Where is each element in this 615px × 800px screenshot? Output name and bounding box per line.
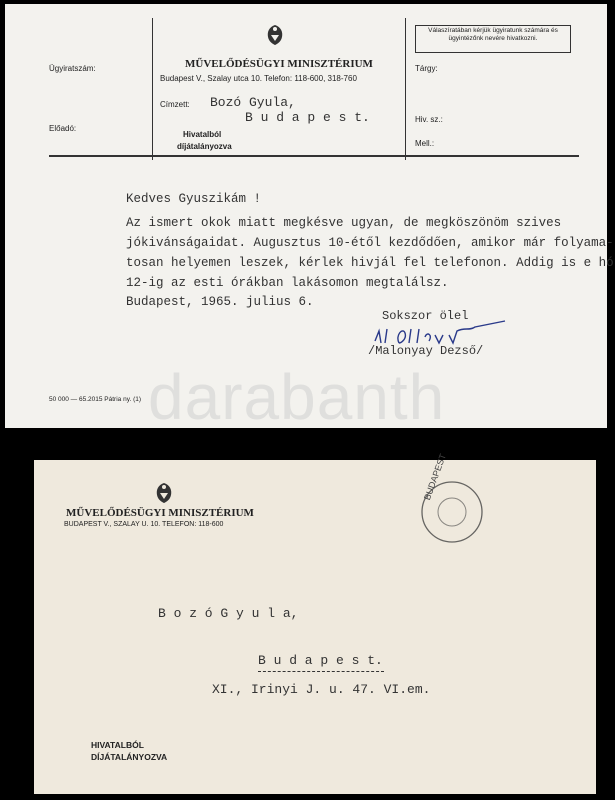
- envelope-ministry-address: BUDAPEST V., SZALAY U. 10. TELEFON: 118-600: [64, 521, 224, 528]
- coat-of-arms-icon: [154, 482, 174, 504]
- envelope: [34, 452, 596, 794]
- header-divider-right: [405, 18, 406, 160]
- label-hiv-sz: Hiv. sz.:: [415, 115, 443, 124]
- envelope-recipient-street: XI., Irinyi J. u. 47. VI.em.: [212, 682, 431, 697]
- letter-salutation: Kedves Gyuszikám !: [126, 192, 262, 206]
- letter-ministry-address: Budapest V., Szalay utca 10. Telefon: 118-600, 318-760: [160, 74, 357, 83]
- letter-body-line: 12-ig az esti órákban lakásomon megtalálsz.: [126, 276, 449, 290]
- postmark-stamp: [412, 472, 492, 552]
- envelope-dijatalanyozva: DÍJÁTALÁNYOZVA: [91, 752, 168, 762]
- header-bottom-rule: [49, 155, 579, 157]
- letter-print-code: 50 000 — 65.2015 Pátria ny. (1): [49, 396, 142, 403]
- reference-notice-box: [415, 25, 571, 53]
- postmark-text: BUDAPEST: [422, 452, 448, 502]
- letter-date: Budapest, 1965. julius 6.: [126, 295, 314, 309]
- watermark: darabanth: [148, 361, 446, 433]
- label-cimzett: Címzett:: [160, 100, 190, 109]
- letter-recipient-name: Bozó Gyula,: [210, 95, 296, 110]
- letter-body: [126, 213, 614, 293]
- letter-ministry-title: MŰVELŐDÉSÜGYI MINISZTÉRIUM: [185, 58, 373, 70]
- envelope-recipient-name: B o z ó G y u l a,: [158, 606, 299, 621]
- label-targy: Tárgy:: [415, 64, 438, 73]
- city-underline: [258, 671, 384, 672]
- letter-body-line: tosan helyemen leszek, kérlek hivjál fel telefonon. Addig is e hó: [126, 256, 614, 270]
- label-eloado: Előadó:: [49, 124, 77, 133]
- letter-dijatalanyozva: díjátalányozva: [177, 142, 232, 151]
- label-ugyiratszam: Ügyiratszám:: [49, 64, 96, 73]
- coat-of-arms-icon: [265, 24, 285, 46]
- envelope-ministry-title: MŰVELŐDÉSÜGYI MINISZTÉRIUM: [66, 507, 254, 519]
- label-mell: Mell.:: [415, 139, 435, 148]
- letter-sender: /Malonyay Dezső/: [368, 344, 484, 358]
- letter-body-line: Az ismert okok miatt megkésve ugyan, de megköszönöm szives: [126, 216, 562, 230]
- letter-body-line: jókivánságaidat. Augusztus 10-étől kezdődően, amikor már folyama-: [126, 236, 614, 250]
- reference-notice-text: Válaszíratában kérjük ügyiratunk számára és ügyintézőnk nevére hivatkozni.: [428, 27, 558, 42]
- letter-recipient-city: B u d a p e s t.: [245, 110, 370, 125]
- header-divider-left: [152, 18, 153, 160]
- letter-closing: Sokszor ölel: [382, 309, 469, 323]
- envelope-recipient-city: B u d a p e s t.: [258, 653, 383, 668]
- envelope-hivatalbol: HIVATALBÓL: [91, 740, 144, 750]
- letter-hivatalbol: Hivatalból: [183, 130, 222, 139]
